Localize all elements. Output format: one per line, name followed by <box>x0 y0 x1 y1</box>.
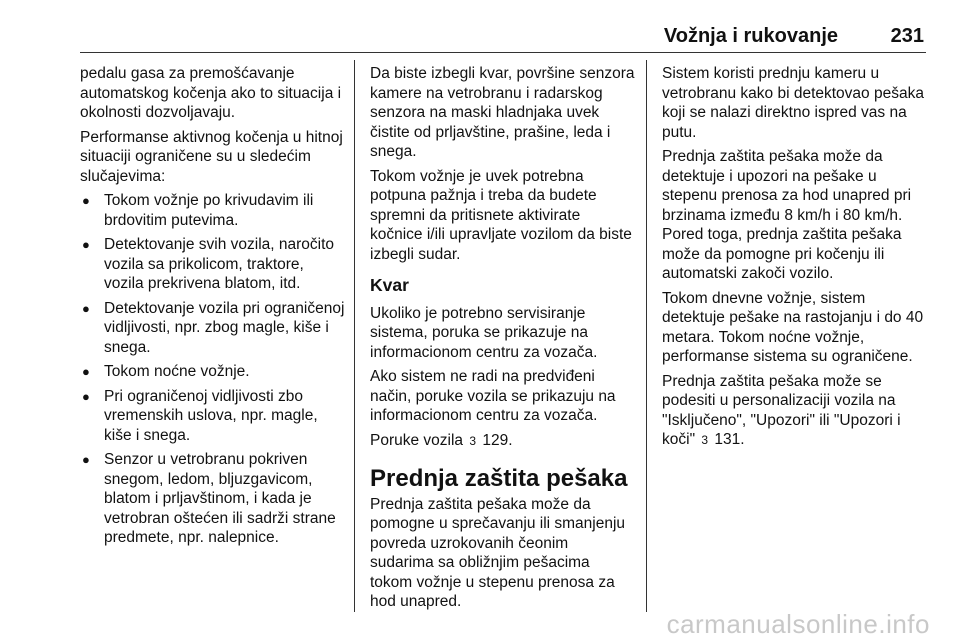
page-number: 231 <box>890 25 924 47</box>
paragraph: Performanse aktivnog kočenja u hitnoj situaciji ograničene su u sledećim slučajevima: <box>80 128 343 185</box>
paragraph: Sistem koristi prednju kameru u vetrobranu kako bi detektovao pešaka koji se nalazi direktno ispred vas na putu. <box>662 65 924 141</box>
list-item: ● Detektovanje svih vozila, naročito vozila sa prikolicom, traktore, vozila prekrivena blatom, itd. <box>80 235 346 294</box>
column-left <box>80 64 346 553</box>
paragraph: Tokom vožnje je uvek potrebna potpuna pažnja i treba da budete spremni da pritisnete aktivirate kočnice i/ili upravljate vozilom da biste izbegli sudar. <box>370 167 632 263</box>
page-title: Vožnja i rukovanje <box>663 25 838 47</box>
ref-text: Prednja zaštita pešaka može se podesiti u personalizaciji vozila na "Isključeno", "Upozori" ili "Upozori i koči" <box>662 372 901 448</box>
page-reference-link[interactable]: 131. <box>714 431 745 448</box>
page-header <box>80 22 926 53</box>
paragraph <box>370 431 636 452</box>
column-divider <box>354 60 355 612</box>
column-divider <box>646 60 647 612</box>
paragraph: Tokom dnevne vožnje, sistem detektuje pešake na rastojanju i do 40 metara. Tokom noćne vožnje, performanse sistema su ograničene. <box>662 289 924 365</box>
paragraph <box>662 372 928 451</box>
paragraph: Prednja zaštita pešaka može da detektuje i upozori na pešake u stepenu prenosa za hod unapred pri brzinama između 8 km/h i 80 km/h. Pored toga, prednja zaštita pešaka može da pomogne pri kočenju ili automatski zakoči vozilo. <box>662 148 912 282</box>
paragraph: Ako sistem ne radi na predviđeni način, poruke vozila se prikazuju na informacionom centru za vozača. <box>370 368 616 424</box>
list-item: ● Detektovanje vozila pri ograničenoj vidljivosti, npr. zbog magle, kiše i snega. <box>80 299 346 358</box>
paragraph: Da biste izbegli kvar, površine senzora kamere na vetrobranu i radarskog senzora na maski hladnjaka uvek čistite od prljavštine, prašine, leda i snega. <box>370 65 635 160</box>
list-item: ● Senzor u vetrobranu pokriven snegom, ledom, bljuzgavicom, blatom i prljavštinom, i kada je vetrobran oštećen ili sadrži strane predmete, npr. nalepnice. <box>80 450 346 548</box>
list-item: ● Tokom noćne vožnje. <box>80 362 346 382</box>
paragraph: Prednja zaštita pešaka može da pomogne u sprečavanju ili smanjenju povreda uzrokovanih čeonim sudarima sa obližnjim pešacima tokom vožnje u stepenu prenosa za hod unapred. <box>370 495 626 610</box>
watermark: carmanualsonline.info <box>666 609 930 639</box>
paragraph: Ukoliko je potrebno servisiranje sistema, poruka se prikazuje na informacionom centru za vozača. <box>370 304 598 361</box>
section-heading-kvar: Kvar <box>370 275 409 295</box>
page-reference-icon: 3 <box>469 433 477 448</box>
column-middle <box>370 64 636 617</box>
section-heading-main: Prednja zaštita pešaka <box>370 465 628 492</box>
column-right <box>662 64 928 456</box>
bullet-list <box>80 191 346 548</box>
ref-text: Poruke vozila <box>370 431 464 449</box>
list-item: ● Pri ograničenoj vidljivosti zbo vremenskih uslova, npr. magle, kiše i snega. <box>80 387 346 446</box>
paragraph: pedalu gasa za premošćavanje automatskog kočenja ako to situacija i okolnosti dozvoljavaju. <box>80 65 342 121</box>
page-reference-link[interactable]: 129. <box>482 431 513 449</box>
list-item: ● Tokom vožnje po krivudavim ili brdovitim putevima. <box>80 191 346 230</box>
page-reference-icon: 3 <box>701 433 709 447</box>
